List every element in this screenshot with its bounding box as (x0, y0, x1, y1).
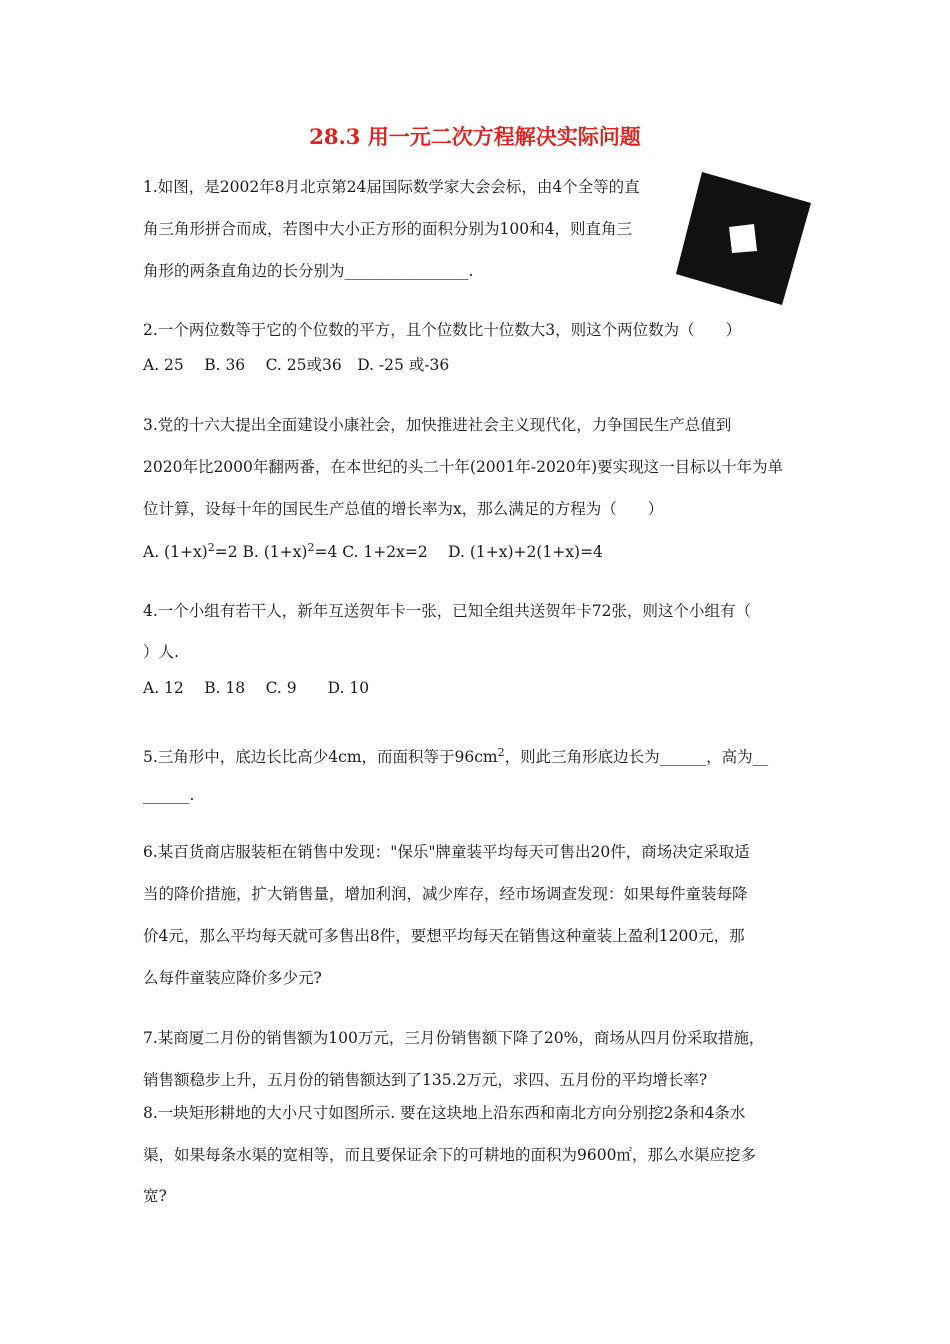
q8-line-3: 宽? (143, 1187, 167, 1205)
q3-option-b-text: =2 B. (1+x) (214, 543, 308, 561)
page-title: 28.3 用一元二次方程解决实际问题 (309, 124, 641, 149)
q5-exponent: 2 (497, 746, 505, 759)
q7-line-2: 销售额稳步上升，五月份的销售额达到了135.2万元，求四、五月份的平均增长率? (143, 1071, 708, 1089)
q5-text-pre: 5.三角形中，底边长比高少4cm，而面积等于96cm (143, 748, 498, 766)
q3-option-b-exponent: 2 (307, 541, 315, 554)
q3-option-a-exponent: 2 (207, 541, 215, 554)
q4-line-1: 4.一个小组有若干人，新年互送贺年卡一张，已知全组共送贺年卡72张，则这个小组有（ (143, 602, 752, 620)
q1-line-2: 角三角形拼合而成，若图中大小正方形的面积分别为100和4，则直角三 (143, 220, 632, 238)
q7-line-1: 7.某商厦二月份的销售额为100万元，三月份销售额下降了20%，商场从四月份采取措施， (143, 1029, 765, 1047)
q3-line-3: 位计算，设每十年的国民生产总值的增长率为x，那么满足的方程为（ ） (143, 500, 664, 518)
q6-line-1: 6.某百货商店服装柜在销售中发现："保乐"牌童装平均每天可售出20件，商场决定采取适 (143, 843, 750, 861)
q3-options (143, 537, 603, 563)
q6-line-3: 价4元，那么平均每天就可多售出8件，要想平均每天在销售这种童装上盈利1200元，那 (143, 927, 745, 945)
q4-line-2: ）人. (143, 643, 179, 661)
q2-line-1: 2.一个两位数等于它的个位数的平方，且个位数比十位数大3，则这个两位数为（ ） (143, 321, 742, 339)
q6-line-2: 当的降价措施，扩大销售量，增加利润，减少库存，经市场调查发现：如果每件童装每降 (143, 885, 748, 903)
q2-options: A. 25 B. 36 C. 25或36 D. -25 或-36 (143, 356, 450, 374)
q3-option-cd-text: =4 C. 1+2x=2 D. (1+x)+2(1+x)=4 (314, 543, 603, 561)
q5-text-post: ，则此三角形底边长为______，高为__ (504, 748, 769, 766)
q3-line-2: 2020年比2000年翻两番，在本世纪的头二十年(2001年-2020年)要实现这一目标以十年为单 (143, 458, 784, 476)
q6-line-4: 么每件童装应降价多少元? (143, 969, 322, 987)
q8-line-1: 8.一块矩形耕地的大小尺寸如图所示. 要在这块地上沿东西和南北方向分别挖2条和4条水 (143, 1104, 746, 1122)
inner-square (729, 224, 757, 253)
q5-line-1 (143, 742, 768, 768)
congress-logo-figure (676, 172, 811, 305)
q5-line-2: ______. (143, 786, 195, 804)
q1-line-1: 1.如图，是2002年8月北京第24届国际数学家大会会标，由4个全等的直 (143, 178, 640, 196)
q3-line-1: 3.党的十六大提出全面建设小康社会，加快推进社会主义现代化，力争国民生产总值到 (143, 416, 732, 434)
q8-line-2: 渠，如果每条水渠的宽相等，而且要保证余下的可耕地的面积为9600㎡，那么水渠应挖多 (143, 1146, 756, 1164)
q3-option-a-text: A. (1+x) (143, 543, 208, 561)
q1-line-3: 角形的两条直角边的长分别为________________. (143, 262, 474, 280)
q4-options: A. 12 B. 18 C. 9 D. 10 (143, 679, 370, 697)
